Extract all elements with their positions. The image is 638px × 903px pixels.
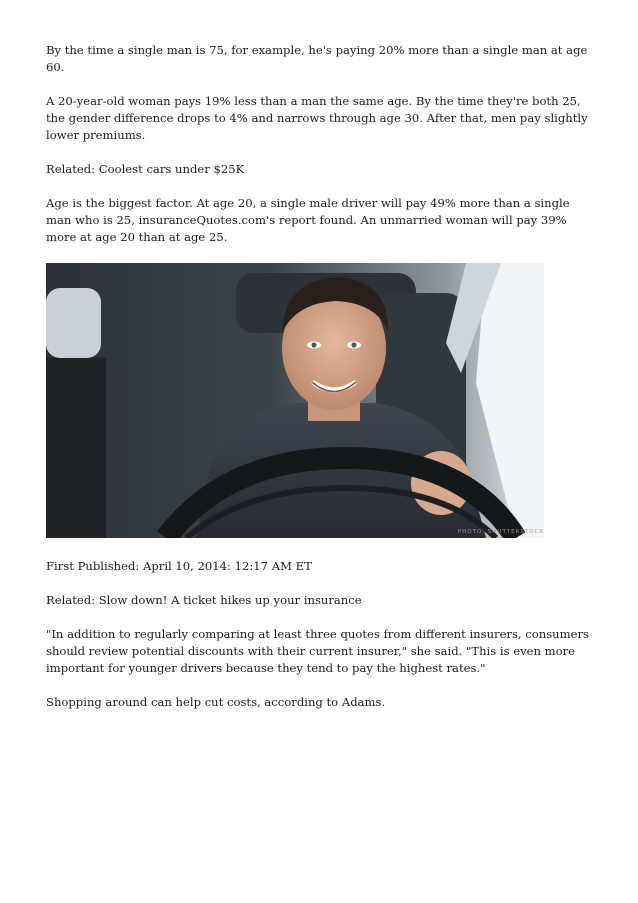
published-date: First Published: April 10, 2014: 12:17 AM ET (46, 559, 312, 573)
man-driving-car-photo (46, 263, 544, 538)
paragraph-age-75: By the time a single man is 75, for example, he's paying 20% more than a single man at age 60. (46, 43, 588, 74)
paragraph-gender-difference: A 20-year-old woman pays 19% less than a man the same age. By the time they're both 25, the gender difference drops to 4% and narrows through age 30. After that, men pay slightly lower premiums. (46, 94, 588, 142)
related-link-ticket[interactable]: Related: Slow down! A ticket hikes up your insurance (46, 593, 362, 607)
related-link-coolest-cars[interactable]: Related: Coolest cars under $25K (46, 162, 245, 176)
paragraph-quote: "In addition to regularly comparing at least three quotes from different insurers, consumers should review potential discounts with their current insurer," she said. "This is even more important for younger drivers because they tend to pay the highest rates." (46, 627, 589, 675)
paragraph-age-factor: Age is the biggest factor. At age 20, a single male driver will pay 49% more than a single man who is 25, insuranceQuotes.com's report found. An unmarried woman will pay 39% more at age 20 than at age 25. (46, 196, 570, 244)
article-body (46, 42, 596, 728)
photo-credit: PHOTO: SHUTTERSTOCK (457, 529, 544, 535)
article-photo (46, 263, 544, 538)
paragraph-shopping-around: Shopping around can help cut costs, according to Adams. (46, 695, 386, 709)
